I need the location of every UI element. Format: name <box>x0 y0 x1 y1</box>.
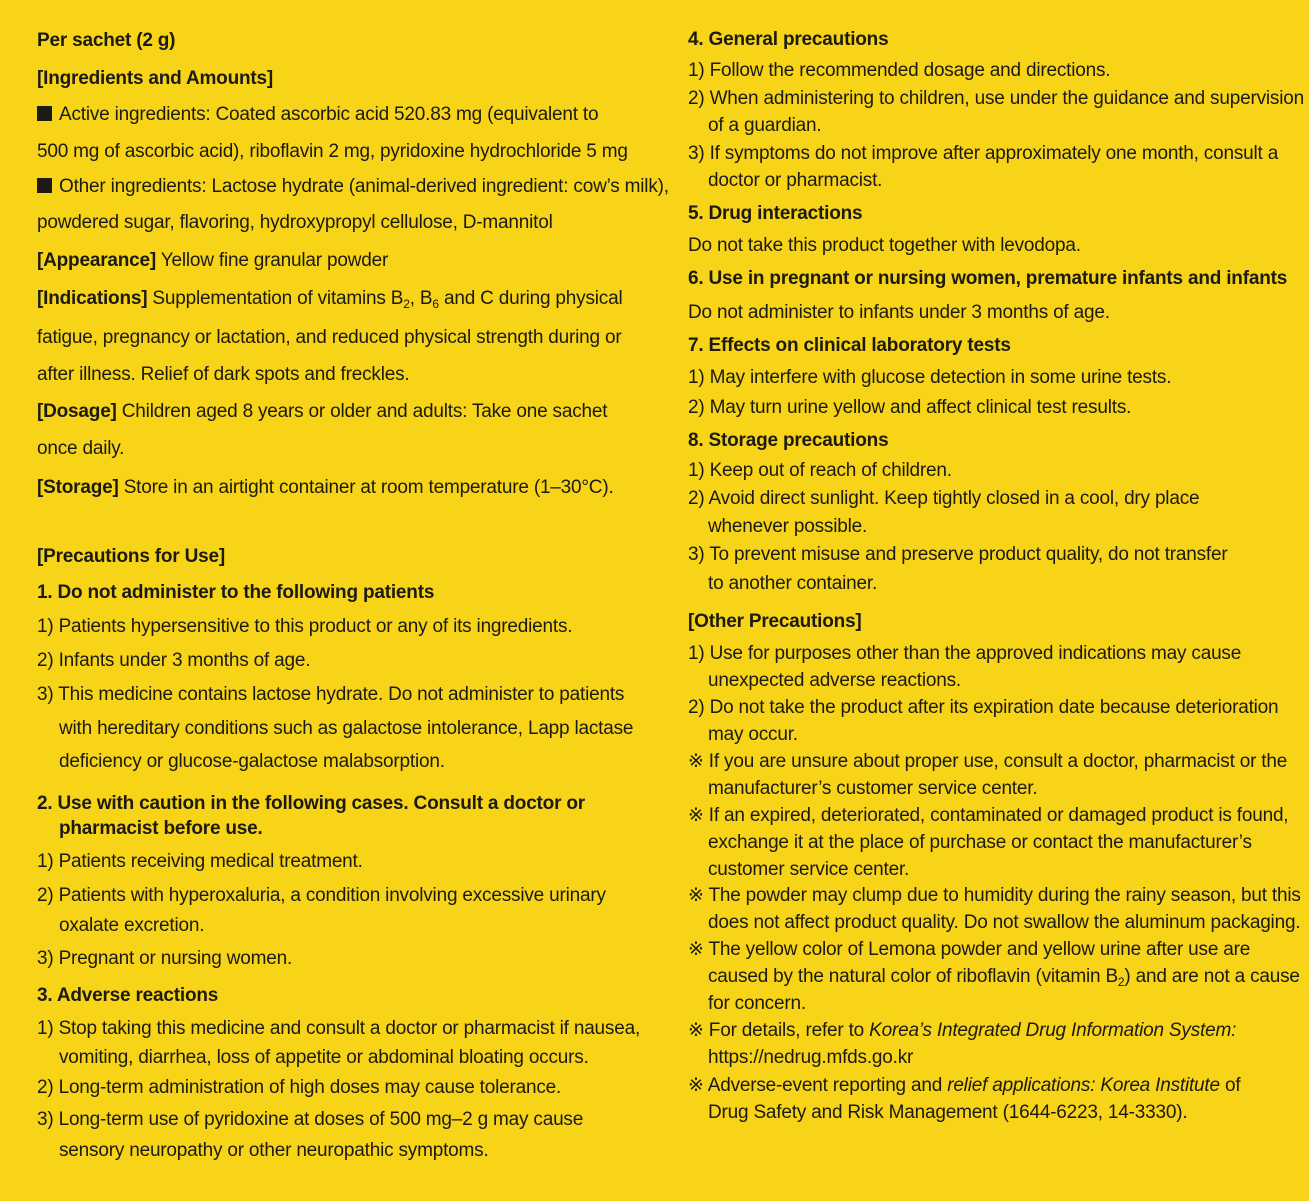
section-1-item-1: 1) Patients hypersensitive to this product or any of its ingredients. <box>37 616 573 637</box>
other-ingredients-line-2: powdered sugar, flavoring, hydroxypropyl cellulose, D-mannitol <box>37 212 553 233</box>
section-4-item-3-line-1: 3) If symptoms do not improve after approximately one month, consult a <box>688 143 1279 164</box>
section-6-heading: 6. Use in pregnant or nursing women, premature infants and infants <box>688 268 1288 289</box>
indications-line-1: [Indications] Supplementation of vitamins $B_2$, $B_6$ and C during physical <box>37 288 623 311</box>
section-3-item-1-line-2: vomiting, diarrhea, loss of appetite or abdominal bloating occurs. <box>59 1047 589 1068</box>
section-7-item-1: 1) May interfere with glucose detection in some urine tests. <box>688 367 1172 388</box>
section-2-heading-line-1: 2. Use with caution in the following cases. Consult a doctor or <box>37 793 585 814</box>
appearance-label: [Appearance] <box>37 250 157 271</box>
section-2-heading-line-2: pharmacist before use. <box>59 818 263 839</box>
section-4-item-3-line-2: doctor or pharmacist. <box>708 170 883 191</box>
indications-line-2: fatigue, pregnancy or lactation, and reduced physical strength during or <box>37 327 622 348</box>
section-3-heading: 3. Adverse reactions <box>37 985 219 1006</box>
section-6-text: Do not administer to infants under 3 months of age. <box>688 302 1110 323</box>
section-1-item-3-line-2: with hereditary conditions such as galactose intolerance, Lapp lactase <box>59 718 634 739</box>
active-ingredients-line-1: Active ingredients: Coated ascorbic acid 520.83 mg (equivalent to <box>37 103 598 128</box>
section-8-item-3-line-1: 3) To prevent misuse and preserve product quality, do not transfer <box>688 544 1228 565</box>
appearance-line: [Appearance] Yellow fine granular powder <box>37 250 389 271</box>
precautions-heading: [Precautions for Use] <box>37 546 225 567</box>
nedrug-url: https://nedrug.mfds.go.kr <box>708 1047 914 1068</box>
indications-line-3: after illness. Relief of dark spots and freckles. <box>37 364 410 385</box>
section-2-item-2-line-2: oxalate excretion. <box>59 915 205 936</box>
per-sachet-heading: Per sachet (2 g) <box>37 30 176 51</box>
other-ingredients-line-1: Other ingredients: Lactose hydrate (animal-derived ingredient: cow’s milk), <box>37 175 669 200</box>
storage-label: [Storage] <box>37 477 119 498</box>
section-4-item-2-line-2: of a guardian. <box>708 115 822 136</box>
section-4-item-2-line-1: 2) When administering to children, use under the guidance and supervision <box>688 88 1304 109</box>
section-8-item-2-line-1: 2) Avoid direct sunlight. Keep tightly closed in a cool, dry place <box>688 488 1200 509</box>
section-7-heading: 7. Effects on clinical laboratory tests <box>688 335 1011 356</box>
section-7-item-2: 2) May turn urine yellow and affect clinical test results. <box>688 397 1132 418</box>
section-8-heading: 8. Storage precautions <box>688 430 889 451</box>
section-1-heading: 1. Do not administer to the following patients <box>37 582 435 603</box>
section-5-heading: 5. Drug interactions <box>688 203 863 224</box>
section-4-item-1: 1) Follow the recommended dosage and directions. <box>688 60 1111 81</box>
section-3-item-3-line-1: 3) Long-term use of pyridoxine at doses of 500 mg–2 g may cause <box>37 1109 584 1130</box>
active-ingredients-line-2: 500 mg of ascorbic acid), riboflavin 2 mg, pyridoxine hydrochloride 5 mg <box>37 141 628 162</box>
ingredients-heading: [Ingredients and Amounts] <box>37 68 274 89</box>
note-4-line-2: caused by the natural color of riboflavin (vitamin $B_2$) and are not a cause <box>708 966 1300 989</box>
dosage-label: [Dosage] <box>37 401 117 422</box>
note-3-line-1: ※ The powder may clump due to humidity during the rainy season, but this <box>688 885 1301 906</box>
section-1-item-3-line-1: 3) This medicine contains lactose hydrate. Do not administer to patients <box>37 684 625 705</box>
section-8-item-3-line-2: to another container. <box>708 573 878 594</box>
note-6-line-1: ※ Adverse-event reporting and relief applications: Korea Institute of <box>688 1075 1241 1096</box>
square-bullet-icon <box>37 178 52 193</box>
section-3-item-1-line-1: 1) Stop taking this medicine and consult a doctor or pharmacist if nausea, <box>37 1018 641 1039</box>
other-item-1-line-2: unexpected adverse reactions. <box>708 670 961 691</box>
note-2-line-1: ※ If an expired, deteriorated, contaminated or damaged product is found, <box>688 805 1289 826</box>
section-1-item-2: 2) Infants under 3 months of age. <box>37 650 311 671</box>
note-4-line-3: for concern. <box>708 993 806 1014</box>
indications-label: [Indications] <box>37 288 148 309</box>
section-4-heading: 4. General precautions <box>688 29 889 50</box>
note-4-line-1: ※ The yellow color of Lemona powder and yellow urine after use are <box>688 939 1251 960</box>
section-8-item-2-line-2: whenever possible. <box>708 516 868 537</box>
section-2-item-2-line-1: 2) Patients with hyperoxaluria, a condition involving excessive urinary <box>37 885 606 906</box>
note-2-line-3: customer service center. <box>708 859 910 880</box>
other-item-2-line-1: 2) Do not take the product after its expiration date because deterioration <box>688 697 1279 718</box>
note-6-line-2: Drug Safety and Risk Management (1644-6223, 14-3330). <box>708 1102 1188 1123</box>
square-bullet-icon <box>37 106 52 121</box>
note-1-line-1: ※ If you are unsure about proper use, consult a doctor, pharmacist or the <box>688 751 1288 772</box>
dosage-line-1: [Dosage] Children aged 8 years or older and adults: Take one sachet <box>37 401 608 422</box>
storage-line: [Storage] Store in an airtight container at room temperature (1–30°C). <box>37 477 614 498</box>
note-2-line-2: exchange it at the place of purchase or contact the manufacturer’s <box>708 832 1252 853</box>
section-5-text: Do not take this product together with levodopa. <box>688 235 1081 256</box>
note-5-line-1: ※ For details, refer to Korea’s Integrated Drug Information System: <box>688 1020 1237 1041</box>
other-item-1-line-1: 1) Use for purposes other than the approved indications may cause <box>688 643 1242 664</box>
section-2-item-1: 1) Patients receiving medical treatment. <box>37 851 363 872</box>
section-8-item-1: 1) Keep out of reach of children. <box>688 460 952 481</box>
note-3-line-2: does not affect product quality. Do not swallow the aluminum packaging. <box>708 912 1301 933</box>
other-precautions-heading: [Other Precautions] <box>688 611 862 632</box>
dosage-line-2: once daily. <box>37 438 125 459</box>
section-3-item-2: 2) Long-term administration of high doses may cause tolerance. <box>37 1077 562 1098</box>
section-3-item-3-line-2: sensory neuropathy or other neuropathic symptoms. <box>59 1140 489 1161</box>
other-item-2-line-2: may occur. <box>708 724 798 745</box>
note-1-line-2: manufacturer’s customer service center. <box>708 778 1038 799</box>
section-2-item-3: 3) Pregnant or nursing women. <box>37 948 293 969</box>
section-1-item-3-line-3: deficiency or glucose-galactose malabsorption. <box>59 751 445 772</box>
